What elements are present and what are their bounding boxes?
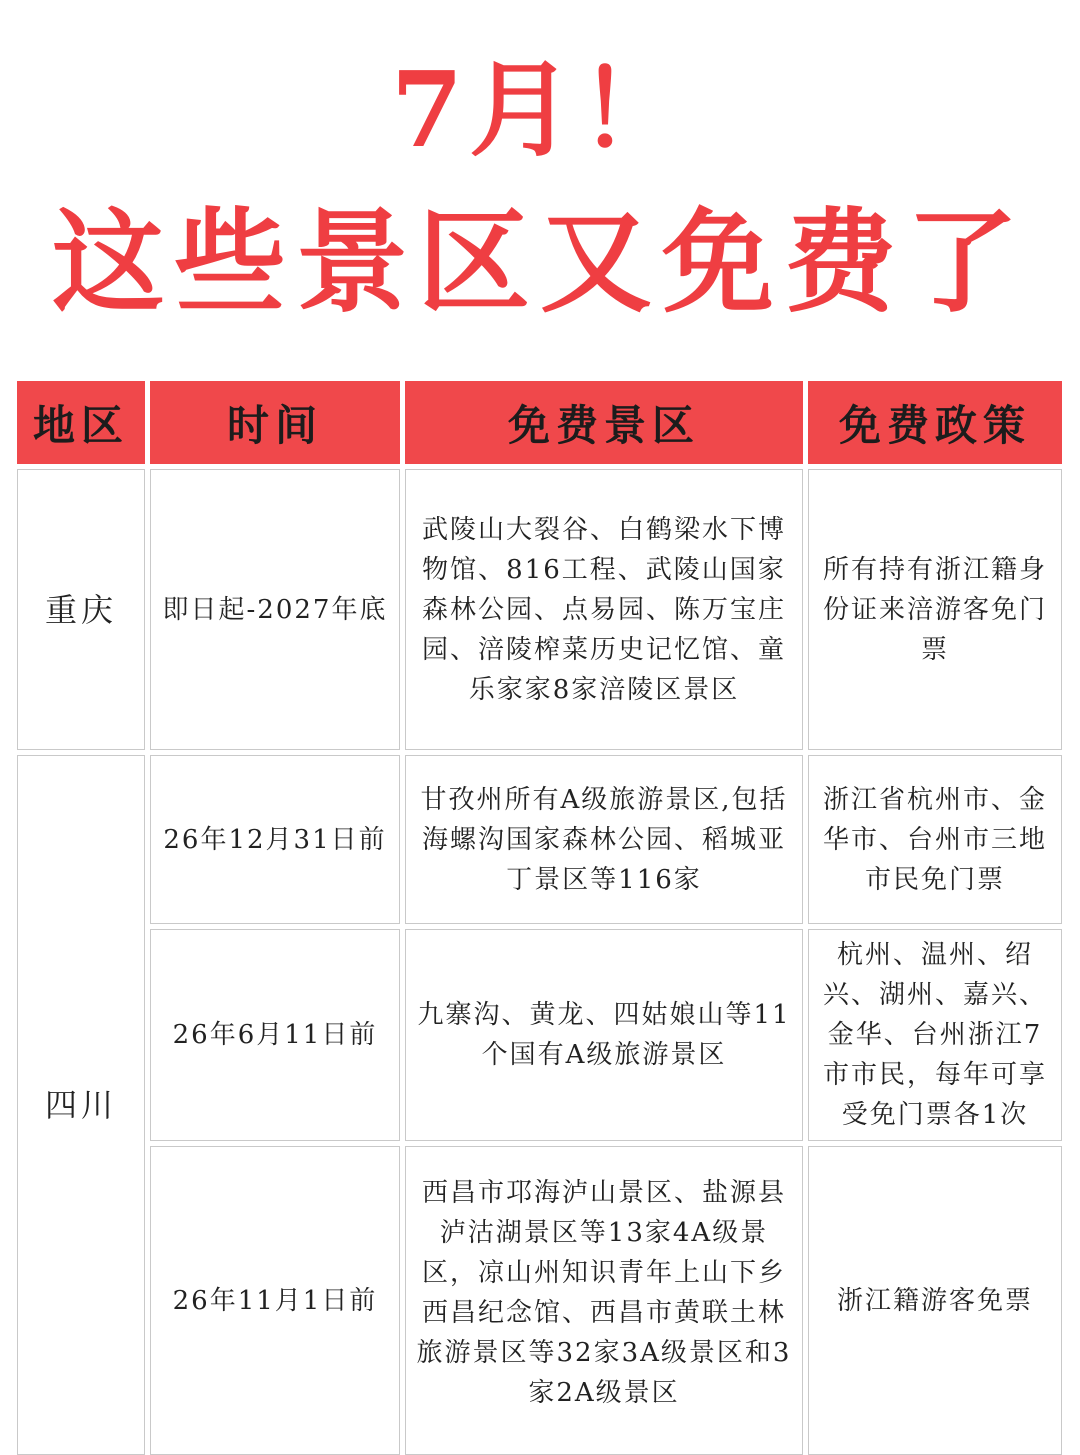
header-policy: 免费政策 (808, 381, 1062, 464)
row-3-time: 26年6月11日前 (150, 929, 400, 1141)
title-line-2: 这些景区又免费了 (52, 197, 1028, 328)
row-2-policy: 浙江省杭州市、金华市、台州市三地市民免门票 (808, 755, 1062, 924)
header-spots: 免费景区 (405, 381, 803, 464)
header-region: 地区 (17, 381, 145, 464)
header-time: 时间 (150, 381, 400, 464)
row-4-time: 26年11月1日前 (150, 1146, 400, 1455)
row-2-spots: 甘孜州所有A级旅游景区,包括海螺沟国家森林公园、稻城亚丁景区等116家 (405, 755, 803, 924)
row-3-spots: 九寨沟、黄龙、四姑娘山等11个国有A级旅游景区 (405, 929, 803, 1141)
row-1-spots: 武陵山大裂谷、白鹤梁水下博物馆、816工程、武陵山国家森林公园、点易园、陈万宝庄园、涪陵榨菜历史记忆馆、童乐家家8家涪陵区景区 (405, 469, 803, 750)
region-sichuan: 四川 (17, 755, 145, 1455)
row-1-policy: 所有持有浙江籍身份证来涪游客免门票 (808, 469, 1062, 750)
region-chongqing: 重庆 (17, 469, 145, 750)
title-line-1: 7月！ (390, 48, 690, 171)
row-2-time: 26年12月31日前 (150, 755, 400, 924)
row-1-time: 即日起-2027年底 (150, 469, 400, 750)
row-4-policy: 浙江籍游客免票 (808, 1146, 1062, 1455)
row-3-policy: 杭州、温州、绍兴、湖州、嘉兴、金华、台州浙江7市市民，每年可享受免门票各1次 (808, 929, 1062, 1141)
row-4-spots: 西昌市邛海泸山景区、盐源县泸沽湖景区等13家4A级景区，凉山州知识青年上山下乡西昌纪念馆、西昌市黄联土林旅游景区等32家3A级景区和3家2A级景区 (405, 1146, 803, 1455)
